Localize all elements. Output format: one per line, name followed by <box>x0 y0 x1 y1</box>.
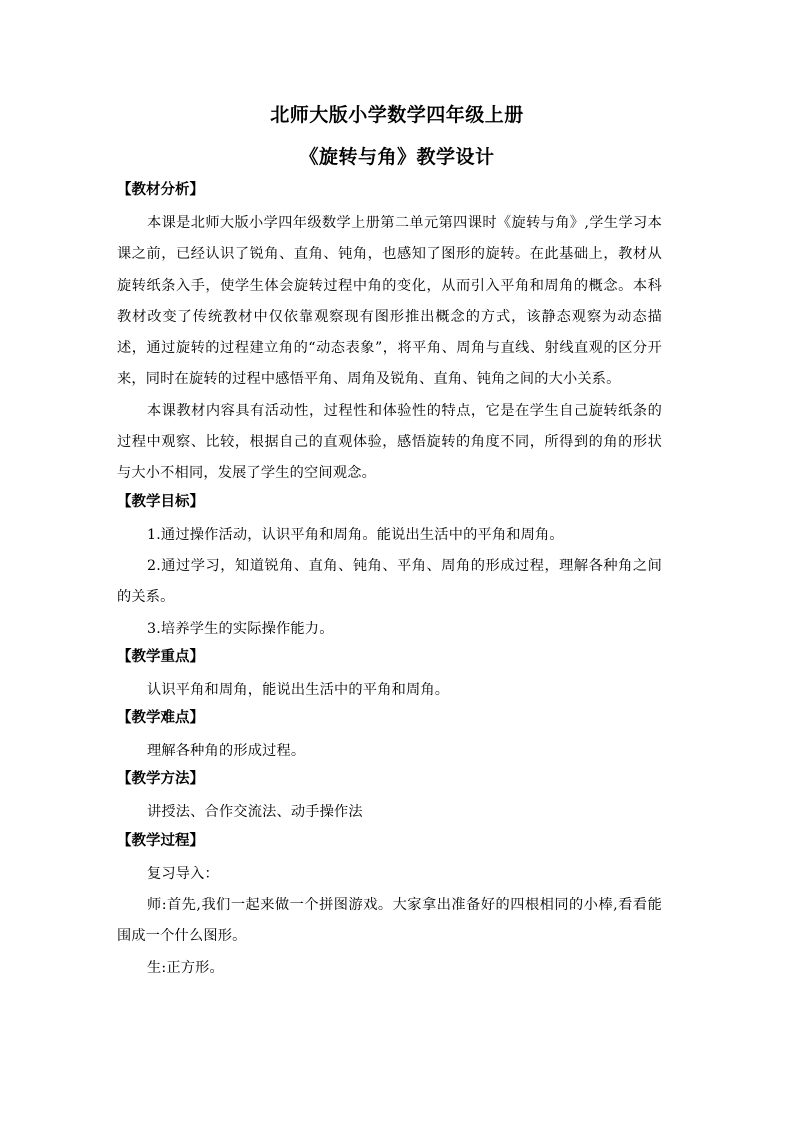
section-heading-analysis: 【教材分析】 <box>117 182 204 198</box>
analysis-paragraph-2: 本课教材内容具有活动性，过程性和体验性的特点，它是在学生自己旋转纸条的过程中观察、比较，根据自己的直观体验，感悟旋转的角度不同，所得到的角的形状与大小不相同，发展了学生的空间观念。 <box>117 402 662 482</box>
analysis-paragraph-1: 本课是北师大版小学四年级数学上册第二单元第四课时《旋转与角》,学生学习本课之前，已经认识了锐角、直角、钝角，也感知了图形的旋转。在此基础上，教材从旋转纸条入手，使学生体会旋转过程中角的变化，从而引入平角和周角的概念。本科教材改变了传统教材中仅依靠观察现有图形推出概念的方式，该静态观察为动态描述，通过旋转的过程建立角的“动态表象”，将平角、周角与直线、射线直观的区分开来，同时在旋转的过程中感悟平角、周角及锐角、直角、钝角之间的大小关系。 <box>117 215 662 388</box>
process-line-3: 生:正方形。 <box>147 959 224 976</box>
document-subtitle: 《旋转与角》教学设计 <box>299 146 495 168</box>
difficulty-text: 理解各种角的形成过程。 <box>147 743 306 760</box>
keypoint-text: 认识平角和周角，能说出生活中的平角和周角。 <box>147 681 450 698</box>
document-title: 北师大版小学数学四年级上册 <box>270 104 524 126</box>
section-heading-difficulty: 【教学难点】 <box>117 710 204 727</box>
section-heading-goals: 【教学目标】 <box>117 493 204 510</box>
process-line-2: 师:首先,我们一起来做一个拼图游戏。大家拿出准备好的四根相同的小棒,看看能围成一个什么图形。 <box>117 897 662 945</box>
section-heading-process: 【教学过程】 <box>117 832 204 849</box>
document-body <box>117 178 662 984</box>
goal-item-1: 1.通过操作活动，认识平角和周角。能说出生活中的平角和周角。 <box>147 526 564 543</box>
process-line-1: 复习导入： <box>147 865 219 882</box>
goal-item-3: 3.培养学生的实际操作能力。 <box>147 620 334 637</box>
goal-item-2: 2.通过学习，知道锐角、直角、钝角、平角、周角的形成过程，理解各种角之间的关系。 <box>117 557 662 606</box>
method-text: 讲授法、合作交流法、动手操作法 <box>147 804 363 821</box>
section-heading-keypoint: 【教学重点】 <box>117 648 204 665</box>
section-heading-method: 【教学方法】 <box>117 771 204 788</box>
